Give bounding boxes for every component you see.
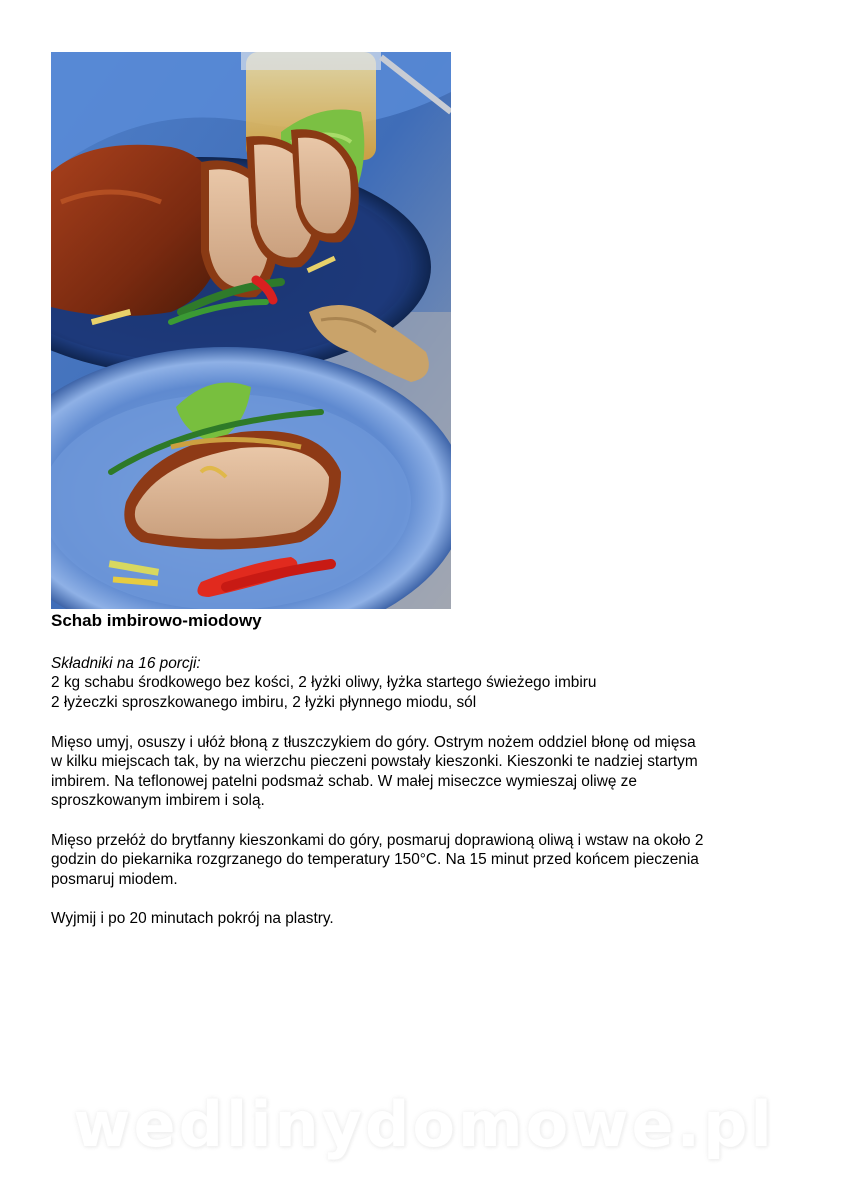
instruction-line: posmaruj miodem. bbox=[51, 870, 178, 888]
instruction-line: Mięso przełóż do brytfanny kieszonkami do góry, posmaruj doprawioną oliwą i wstaw na około 2 bbox=[51, 832, 704, 849]
instruction-line: sproszkowanym imbirem i solą. bbox=[51, 792, 265, 810]
instruction-line: godzin do piekarnika rozgrzanego do temperatury 150°C. Na 15 minut przed końcem pieczenia bbox=[51, 851, 699, 869]
ingredients-section bbox=[51, 654, 811, 712]
instruction-line: Mięso umyj, osuszy i ułóż błoną z tłuszczykiem do góry. Ostrym nożem oddziel błonę od mięsa bbox=[51, 734, 696, 751]
instruction-paragraph-1 bbox=[51, 733, 811, 811]
instruction-line: Wyjmij i po 20 minutach pokrój na plastry. bbox=[51, 910, 334, 927]
recipe-photo bbox=[51, 52, 451, 609]
recipe-title: Schab imbirowo-miodowy bbox=[51, 611, 262, 630]
instruction-line: w kilku miejscach tak, by na wierzchu pieczeni powstały kieszonki. Kieszonki te nadziej startym bbox=[51, 753, 698, 771]
instruction-paragraph-2 bbox=[51, 831, 811, 889]
ingredient-line: 2 łyżeczki sproszkowanego imbiru, 2 łyżki płynnego miodu, sól bbox=[51, 693, 477, 711]
instruction-paragraph-3 bbox=[51, 909, 811, 928]
watermark: wedlinydomowe.pl bbox=[73, 1088, 775, 1161]
ingredient-line: 2 kg schabu środkowego bez kości, 2 łyżki oliwy, łyżka startego świeżego imbiru bbox=[51, 674, 597, 692]
ingredients-heading: Składniki na 16 porcji: bbox=[51, 655, 201, 672]
instruction-line: imbirem. Na teflonowej patelni podsmaż schab. W małej miseczce wymieszaj oliwę ze bbox=[51, 772, 637, 790]
